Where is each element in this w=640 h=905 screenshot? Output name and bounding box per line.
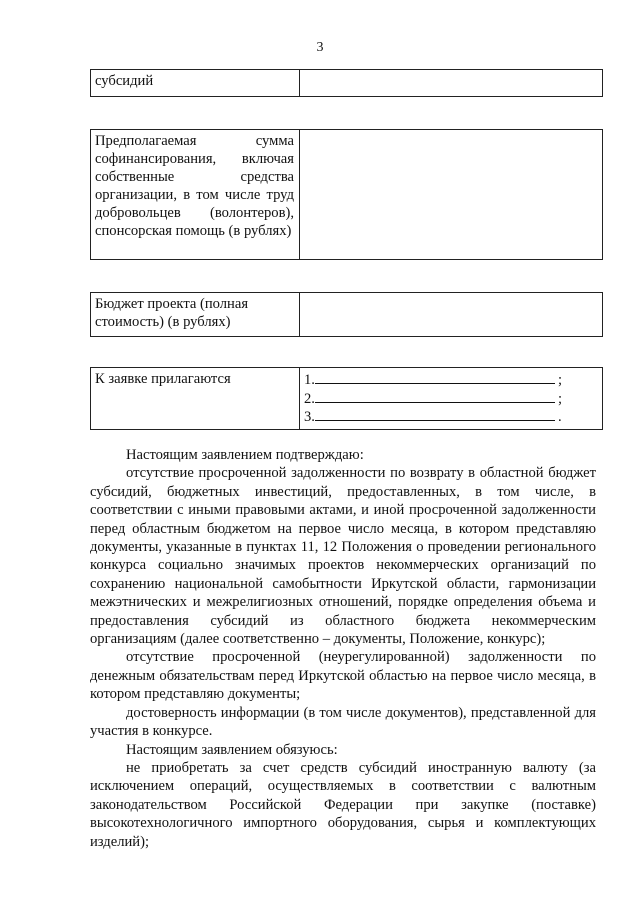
budget-table bbox=[90, 292, 603, 337]
blank-line bbox=[315, 408, 555, 421]
confirm-item: достоверность информации (в том числе документов), представленной для участия в конкурсе. bbox=[90, 704, 596, 740]
subsidies-label: субсидий bbox=[91, 70, 300, 97]
confirm-item: отсутствие просроченной задолженности по возврату в областной бюджет субсидий, бюджетных инвестиций, предоставленных, в том числе, в соответствии с иными правовыми актами, и иной просроченной задолженности перед областным бюджетом на первое число месяца, в котором представляю документы, указанные в пунктах 11, 12 Положения о проведении регионального конкурса социально значимых проектов некоммерческих организаций по сохранению национальной самобытности Иркутской области, гармонизации межэтнических и межрелигиозных отношений, порядке определения объема и предоставления субсидий из областного бюджета некоммерческим организациям (далее соответственно – документы, Положение, конкурс); bbox=[90, 465, 596, 648]
declaration-text bbox=[90, 446, 596, 851]
attachments-label: К заявке прилагаются bbox=[91, 368, 300, 430]
confirm-item: отсутствие просроченной (неурегулированной) задолженности по денежным обязательствам перед Иркутской областью на первое число месяца, в котором представляю документы; bbox=[90, 649, 596, 703]
oblige-heading: Настоящим заявлением обязуюсь: bbox=[126, 741, 338, 758]
subsidies-table bbox=[90, 69, 603, 97]
attachments-table bbox=[90, 367, 603, 430]
oblige-item: не приобретать за счет средств субсидий иностранную валюту (за исключением операций, осуществляемых в соответствии с валютным законодательством Российской Федерации при закупке (поставке) высокотехнологичного импортного оборудования, сырья и комплектующих изделий); bbox=[90, 759, 596, 850]
attachment-line[interactable]: 1. ; bbox=[304, 372, 563, 388]
attachments-cell bbox=[300, 368, 603, 430]
confirm-heading: Настоящим заявлением подтверждаю: bbox=[126, 447, 364, 463]
cofinancing-label: Предполагаемая сумма софинансирования, включая собственные средства организации, в том числе труд добровольцев (волонтеров), спонсорская помощь (в рублях) bbox=[91, 130, 300, 260]
subsidies-value-cell[interactable] bbox=[300, 70, 603, 97]
page-number: 3 bbox=[316, 40, 324, 55]
blank-line bbox=[315, 371, 555, 384]
cofinancing-value-cell[interactable] bbox=[300, 130, 603, 260]
blank-line bbox=[315, 390, 555, 403]
budget-value-cell[interactable] bbox=[300, 293, 603, 337]
budget-label: Бюджет проекта (полная стоимость) (в рублях) bbox=[91, 293, 300, 337]
attachment-line[interactable]: 3. . bbox=[304, 409, 562, 425]
cofinancing-table bbox=[90, 129, 603, 260]
attachments-list bbox=[304, 370, 597, 427]
attachment-line[interactable]: 2. ; bbox=[304, 390, 563, 407]
